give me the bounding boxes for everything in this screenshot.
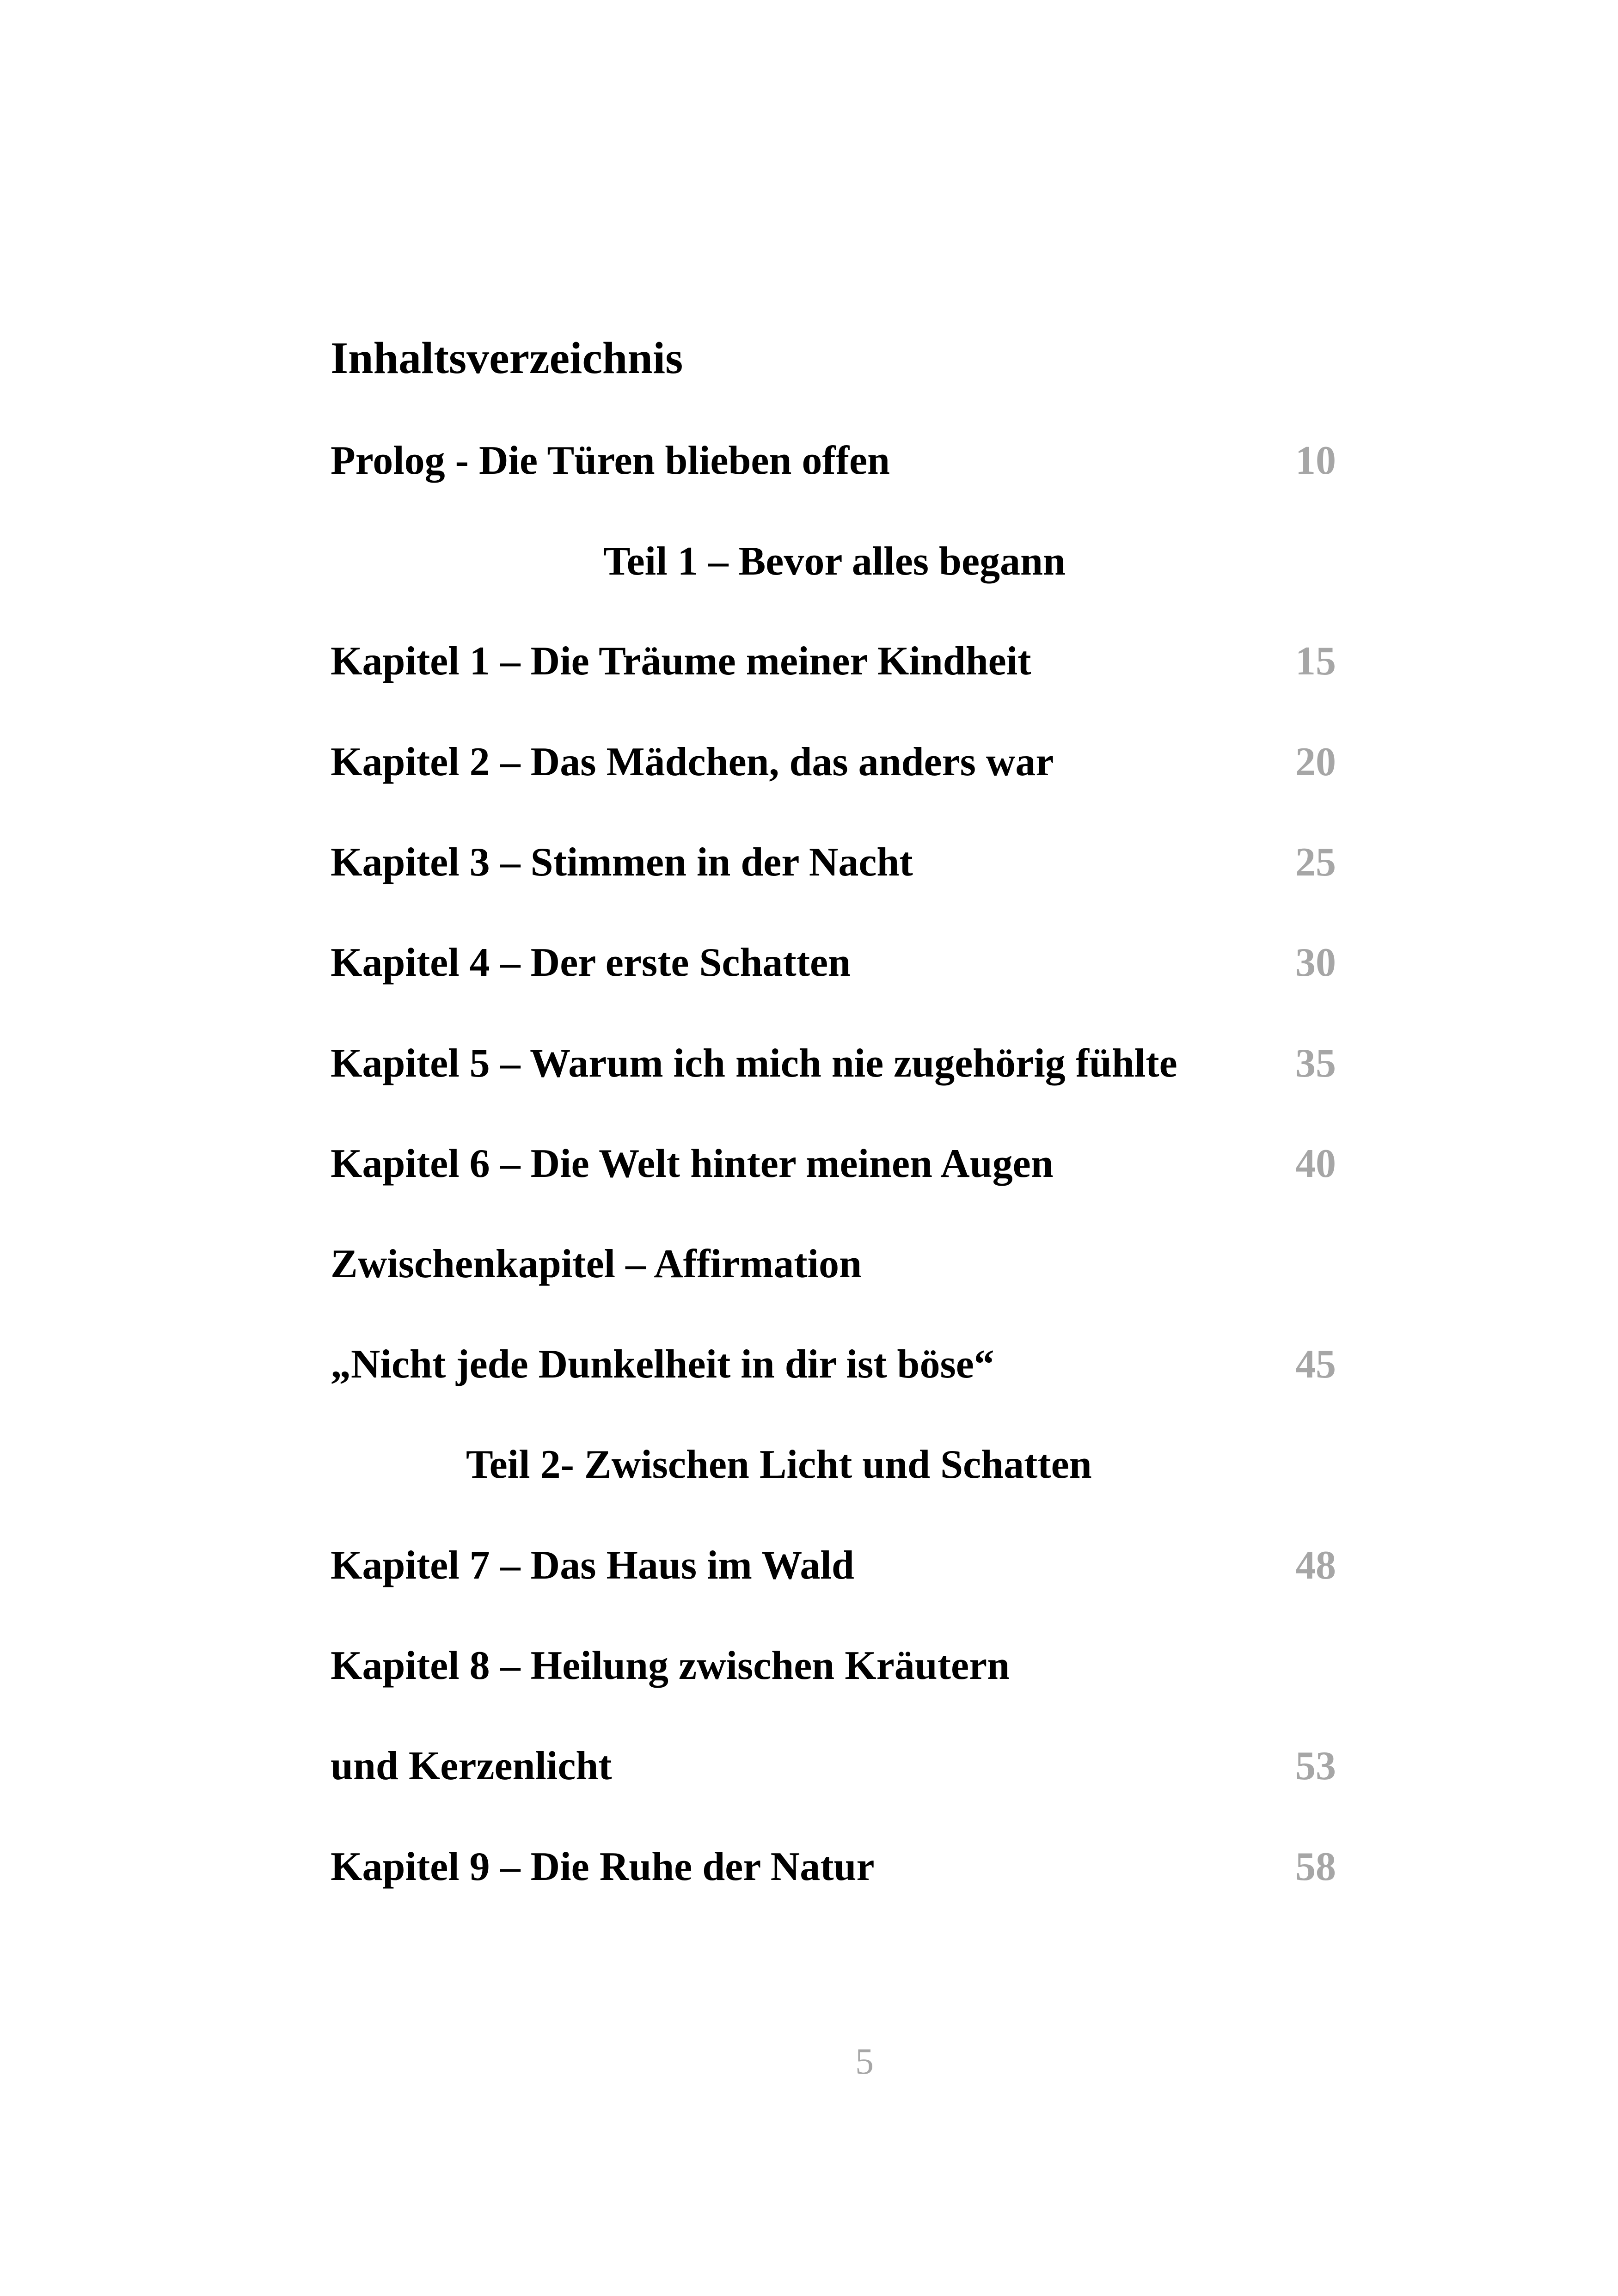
toc-entry-label: Kapitel 8 – Heilung zwischen Kräutern	[331, 1643, 1010, 1688]
toc-entry-kapitel-8-continued	[331, 1736, 1336, 1796]
toc-entry-kapitel-6	[331, 1134, 1336, 1194]
toc-title: Inhaltsverzeichnis	[331, 333, 683, 383]
toc-entry-kapitel-4	[331, 933, 1336, 993]
toc-entry-label: Kapitel 6 – Die Welt hinter meinen Augen	[331, 1141, 1054, 1186]
toc-entry-kapitel-3	[331, 833, 1336, 893]
toc-entry-page-number: 30	[1295, 940, 1336, 985]
toc-entry-zwischenkapitel	[331, 1234, 1336, 1294]
toc-entry-label: Kapitel 2 – Das Mädchen, das anders war	[331, 740, 1054, 784]
toc-entry-prolog	[331, 431, 1336, 491]
toc-entry-label: Kapitel 4 – Der erste Schatten	[331, 940, 851, 985]
toc-entry-page-number: 58	[1295, 1844, 1336, 1889]
toc-entry-kapitel-5	[331, 1034, 1336, 1094]
toc-entry-kapitel-8	[331, 1636, 1336, 1696]
toc-entry-page-number: 53	[1295, 1744, 1336, 1788]
toc-entry-label: und Kerzenlicht	[331, 1744, 612, 1788]
toc-entry-label: Kapitel 9 – Die Ruhe der Natur	[331, 1844, 875, 1889]
part-heading-teil-2: Teil 2- Zwischen Licht und Schatten	[466, 1442, 1092, 1487]
toc-entry-page-number: 40	[1295, 1141, 1336, 1186]
toc-entry-page-number: 48	[1295, 1543, 1336, 1588]
toc-entry-label: Kapitel 1 – Die Träume meiner Kindheit	[331, 639, 1031, 684]
toc-entry-label: Kapitel 7 – Das Haus im Wald	[331, 1543, 854, 1588]
toc-entry-page-number: 25	[1295, 840, 1336, 885]
footer-page-number: 5	[855, 2041, 874, 2082]
toc-entry-label: Kapitel 5 – Warum ich mich nie zugehörig fühlte	[331, 1041, 1177, 1086]
toc-entry-kapitel-7	[331, 1536, 1336, 1596]
toc-entry-kapitel-2	[331, 732, 1336, 792]
toc-entry-label: Zwischenkapitel – Affirmation	[331, 1242, 862, 1286]
toc-entry-label: Kapitel 3 – Stimmen in der Nacht	[331, 840, 913, 885]
toc-entry-kapitel-1	[331, 631, 1336, 692]
toc-entry-label: „Nicht jede Dunkelheit in dir ist böse“	[331, 1342, 994, 1387]
toc-entry-affirmation	[331, 1335, 1336, 1395]
toc-entry-page-number: 45	[1295, 1342, 1336, 1387]
toc-entry-page-number: 10	[1295, 438, 1336, 483]
toc-entry-label: Prolog - Die Türen blieben offen	[331, 438, 890, 483]
toc-entry-page-number: 35	[1295, 1041, 1336, 1086]
toc-entry-page-number: 20	[1295, 740, 1336, 784]
toc-entry-page-number: 15	[1295, 639, 1336, 684]
toc-entry-kapitel-9	[331, 1837, 1336, 1897]
part-heading-teil-1: Teil 1 – Bevor alles begann	[603, 539, 1066, 584]
